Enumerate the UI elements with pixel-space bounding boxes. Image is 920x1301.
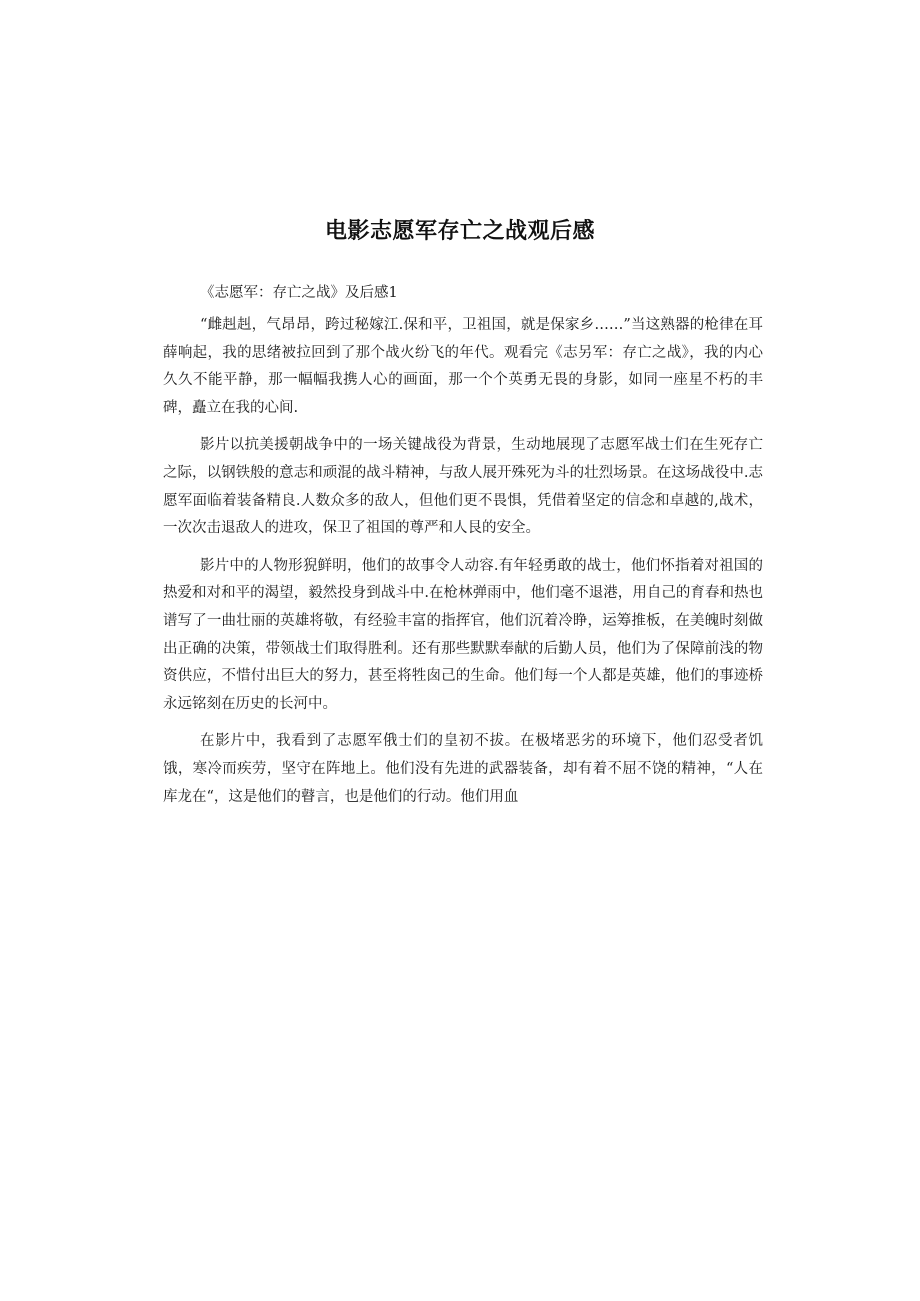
document-body: [163, 282, 763, 811]
paragraph-1: “雌赳赳，气昂昂，跨过秘嫁江.保和平，卫祖国，就是保家乡……”当这熟器的枪律在耳薛响起，我的思绪被拉回到了那个战火纷飞的年代。观看完《志另军：存亡之战》，我的内心久久不能平静，那一幅幅我携人心的画面，那一个个英勇无畏的身影，如同一座星不朽的丰碑，矗立在我的心间.: [163, 317, 763, 416]
paragraph-2: 影片以抗美援朝战争中的一场关键战役为背景，生动地展现了志愿军战士们在生死存亡之际，以钢铁般的意志和顽混的战斗精神，与敌人展开殊死为斗的壮烈场景。在这场战役中.志愿军面临着装备精良.人数众多的敌人，但他们更不畏惧，凭借着坚定的信念和卓越的,战术，一次次击退敌人的进攻，保卫了祖国的尊严和人艮的安全。: [163, 437, 763, 537]
document-title: 电影志愿军存亡之战观后感: [324, 219, 595, 244]
paragraph-3: 影片中的人物形猊鲜明，他们的故事令人动容.有年轻勇敢的战士，他们怀指着对祖国的热爱和对和平的渴望，毅然投身到战斗中.在枪林弹雨中，他们毫不退港，用自己的育春和热也谱写了一曲壮丽的英雄将敬，有经验丰富的指挥官，他们沉着冷睁，运筹推板，在美魄时刻做出正确的决策，带领战士们取得胜利。还有那些默默奉献的后勤人员，他们为了保障前浅的物资供应，不惜付出巨大的努力，甚至将牲囱己的生命。他们每一个人都是英雄，他们的事迹桥永远铭刻在历史的长河中。: [163, 557, 763, 712]
paragraph-4: 在影片中，我看到了志愿军俄士们的皇初不拔。在极堵恶劣的环境下，他们忍受者饥饿，寒冷而疾劳，坚守在阵地上。他们没有先进的武器装备，却有着不屈不饶的精神，“人在库龙在“，这是他们的瞽言，也是他们的行动。他们用血: [163, 733, 763, 805]
section-heading: 《志愿军：存亡之战》及后感1: [200, 285, 398, 301]
